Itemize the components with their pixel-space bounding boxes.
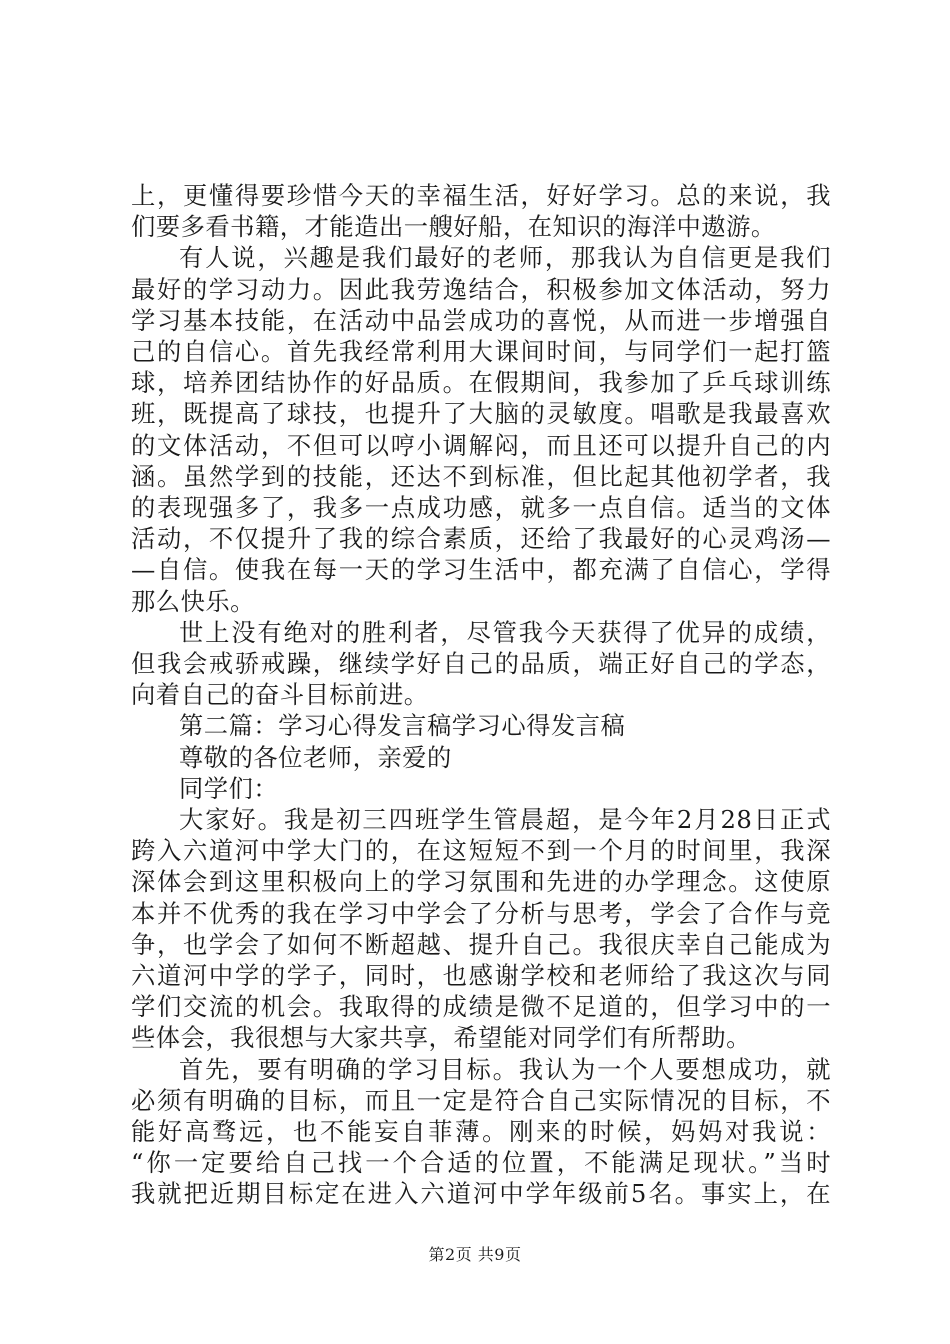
text-line: 争，也学会了如何不断超越、提升自己。我很庆幸自己能成为 (131, 929, 831, 959)
text-line: 深体会到这里积极向上的学习氛围和先进的办学理念。这使原 (131, 867, 831, 897)
text-line: 己的自信心。首先我经常利用大课间时间，与同学们一起打篮 (131, 337, 831, 366)
text-line: 的表现强多了，我多一点成功感，就多一点自信。适当的文体 (131, 493, 831, 522)
salutation: 尊敬的各位老师，亲爱的 (179, 742, 452, 772)
text-line: 学们交流的机会。我取得的成绩是微不足道的，但学习中的一 (131, 992, 831, 1022)
text-line: 学习基本技能，在活动中品尝成功的喜悦，从而进一步增强自 (131, 305, 831, 335)
text-line: 首先，要有明确的学习目标。我认为一个人要想成功，就 (179, 1054, 831, 1084)
text-line: “你一定要给自己找一个合适的位置，不能满足现状。”当时 (131, 1148, 831, 1178)
text-line: 涵。虽然学到的技能，还达不到标准，但比起其他初学者，我 (131, 461, 831, 491)
page-footer: 第2页 共9页 (428, 1245, 522, 1264)
text-line: 的文体活动，不但可以哼小调解闷，而且还可以提升自己的内 (131, 430, 831, 460)
text-line: 向着自己的奋斗目标前进。 (131, 680, 429, 710)
text-line: 上，更懂得要珍惜今天的幸福生活，好好学习。总的来说，我 (131, 181, 831, 210)
text-line: 球，培养团结协作的好品质。在假期间，我参加了乒乓球训练 (131, 368, 831, 398)
text-line: 跨入六道河中学大门的，在这短短不到一个月的时间里，我深 (131, 836, 831, 866)
text-line: 但我会戒骄戒躁，继续学好自己的品质，端正好自己的学态， (131, 649, 831, 678)
text-line: 六道河中学的学子，同时，也感谢学校和老师给了我这次与同 (131, 961, 831, 990)
text-line: —自信。使我在每一天的学习生活中，都充满了自信心，学得 (131, 555, 831, 585)
text-line: 活动，不仅提升了我的综合素质，还给了我最好的心灵鸡汤— (131, 524, 831, 554)
text-line: 能好高骛远，也不能妄自菲薄。刚来的时候，妈妈对我说： (131, 1117, 831, 1146)
text-line: 有人说，兴趣是我们最好的老师，那我认为自信更是我们 (179, 243, 831, 273)
text-line: 们要多看书籍，才能造出一艘好船，在知识的海洋中遨游。 (131, 212, 776, 242)
text-line: 大家好。我是初三四班学生管晨超，是今年2月28日正式 (179, 805, 831, 834)
section-heading: 第二篇：学习心得发言稿学习心得发言稿 (179, 711, 626, 741)
text-line: 本并不优秀的我在学习中学会了分析与思考，学会了合作与竞 (131, 898, 831, 928)
salutation: 同学们： (179, 773, 279, 803)
text-line: 我就把近期目标定在进入六道河中学年级前5名。事实上，在 (131, 1179, 831, 1209)
text-line: 最好的学习动力。因此我劳逸结合，积极参加文体活动，努力 (131, 274, 831, 304)
text-line: 世上没有绝对的胜利者，尽管我今天获得了优异的成绩， (179, 617, 831, 647)
text-line: 班，既提高了球技，也提升了大脑的灵敏度。唱歌是我最喜欢 (131, 399, 831, 429)
text-line: 些体会，我很想与大家共享，希望能对同学们有所帮助。 (131, 1023, 751, 1053)
text-line: 必须有明确的目标，而且一定是符合自己实际情况的目标，不 (131, 1085, 831, 1115)
text-line: 那么快乐。 (131, 586, 255, 616)
